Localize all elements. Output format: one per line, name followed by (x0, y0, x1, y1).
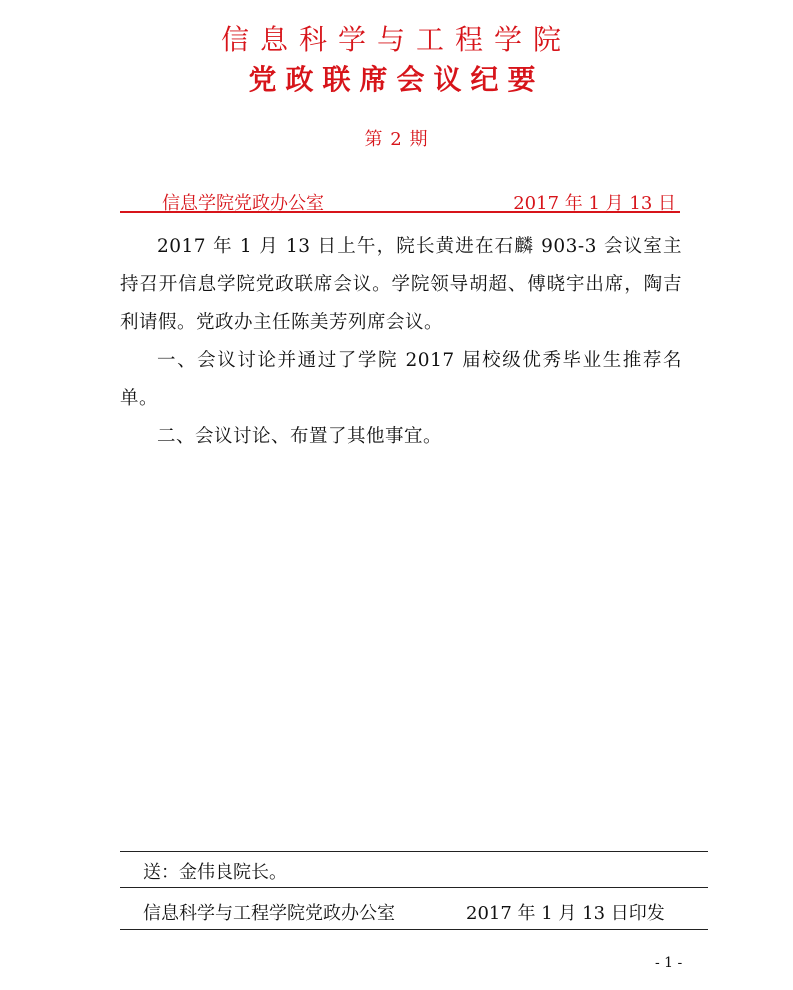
issuer-date: 2017 年 1 月 13 日 (513, 193, 676, 214)
cc-line: 送：金伟良院长。 (143, 862, 287, 883)
printer-office: 信息科学与工程学院党政办公室 (143, 903, 395, 924)
print-date: 2017 年 1 月 13 日印发 (466, 903, 665, 924)
issuer-office: 信息学院党政办公室 (162, 193, 324, 214)
issuer-row (120, 189, 680, 213)
red-header-rule (120, 211, 680, 213)
institution-name: 信息科学与工程学院 (220, 23, 572, 56)
footer-rule-middle (120, 887, 708, 888)
footer-rule-top (120, 851, 708, 852)
issue-number: 第 2 期 (364, 129, 429, 150)
page-number: - 1 - (655, 955, 683, 971)
paragraph-item-two: 二、会议讨论、布置了其他事宜。 (157, 426, 443, 447)
paragraph-meeting-summary: 2017 年 1 月 13 日上午，院长黄进在石麟 903-3 会议室主持召开信息学院党政联席会议。学院领导胡超、傅晓宇出席，陶吉利请假。党政办主任陈美芳列席会议。 (120, 236, 682, 333)
footer-rule-bottom (120, 929, 708, 930)
document-title: 党政联席会议纪要 (248, 63, 545, 96)
paragraph-item-one: 一、会议讨论并通过了学院 2017 届校级优秀毕业生推荐名单。 (120, 350, 682, 409)
minutes-body (120, 228, 682, 456)
